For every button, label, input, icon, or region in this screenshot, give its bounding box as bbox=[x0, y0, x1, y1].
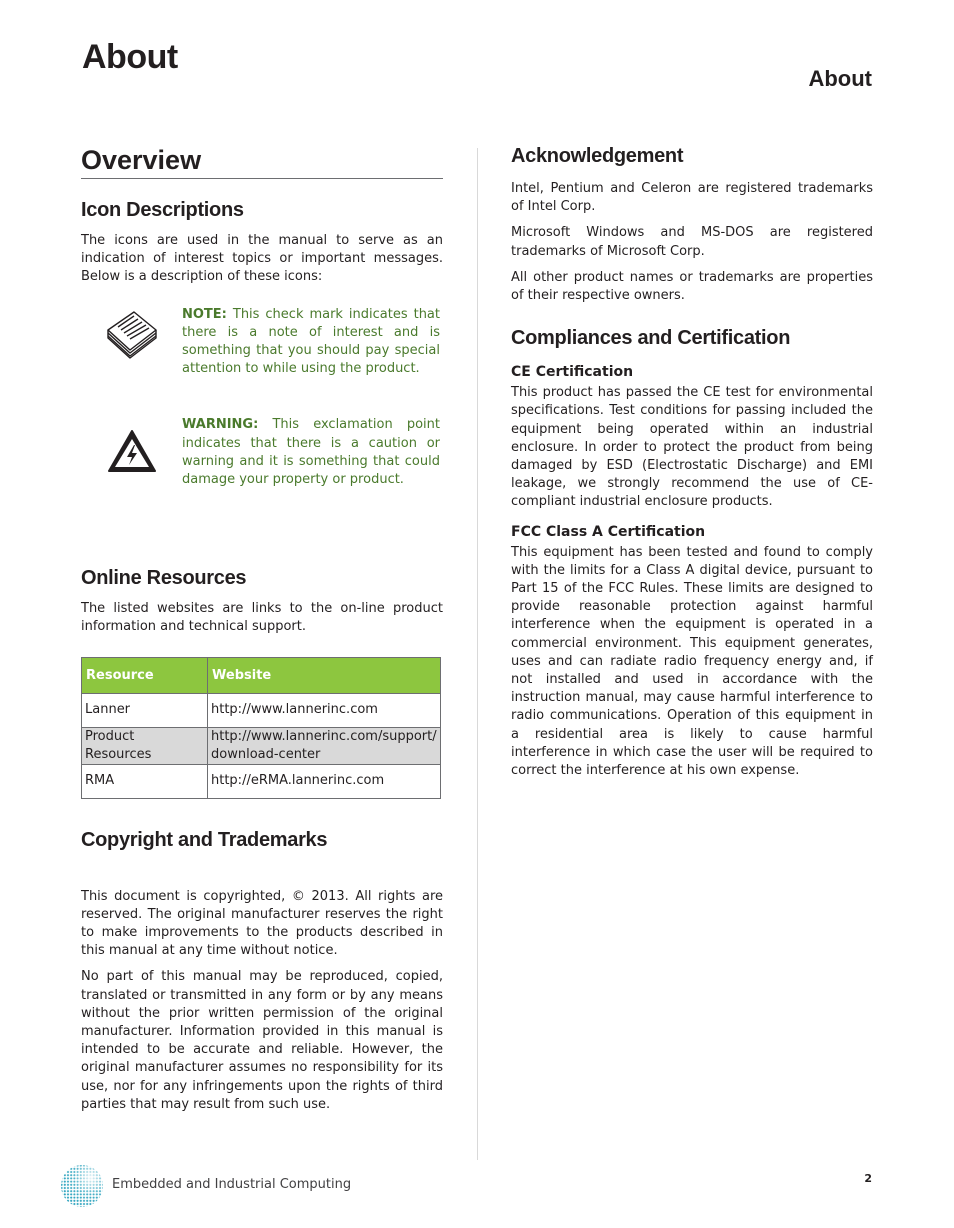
resources-table bbox=[81, 657, 441, 799]
table-header-resource: Resource bbox=[82, 657, 208, 693]
online-resources-heading: Online Resources bbox=[81, 567, 247, 590]
online-resources-intro: The listed websites are links to the on-line product information and technical support. bbox=[81, 601, 443, 635]
warning-icon bbox=[106, 428, 158, 474]
table-row bbox=[82, 693, 441, 727]
note-text: This check mark indicates that there is a note of interest and is something that you should pay special attention to while using the product. bbox=[182, 306, 440, 377]
website-link[interactable]: http://eRMA.lannerinc.com bbox=[208, 764, 441, 798]
lanner-globe-logo bbox=[60, 1164, 104, 1208]
page-number: 2 bbox=[864, 1172, 872, 1185]
ce-certification-heading: CE Certification bbox=[511, 364, 634, 381]
fcc-certification-heading: FCC Class A Certification bbox=[511, 523, 706, 540]
table-row bbox=[82, 727, 441, 764]
icon-descriptions-heading: Icon Descriptions bbox=[81, 199, 244, 221]
overview-heading: Overview bbox=[81, 145, 443, 179]
copyright-heading: Copyright and Trademarks bbox=[81, 828, 328, 851]
acknowledgement-paragraph-2: Microsoft Windows and MS-DOS are registered trademarks of Microsoft Corp. bbox=[511, 225, 873, 259]
note-icon bbox=[104, 308, 160, 360]
note-label: NOTE: bbox=[182, 306, 227, 322]
left-column bbox=[81, 145, 443, 1114]
resource-cell: Lanner bbox=[82, 693, 208, 727]
resource-cell: RMA bbox=[82, 764, 208, 798]
resource-cell: Product Resources bbox=[82, 727, 208, 764]
warning-label: WARNING: bbox=[182, 417, 259, 433]
copyright-paragraph-2: No part of this manual may be reproduced, copied, translated or transmitted in any form or by any means without the prior written permission of the original manufacturer. Information provided in this manual is intended to be accurate and reliable. However, the original manufacturer assumes no responsibility for its use, nor for any infringements upon the rights of third parties that may result from such use. bbox=[81, 969, 443, 1112]
footer-tagline: Embedded and Industrial Computing bbox=[112, 1177, 352, 1192]
running-head: About bbox=[808, 66, 872, 91]
warning-text: This exclamation point indicates that there is a caution or warning and it is something that could damage your property or product. bbox=[182, 417, 440, 488]
column-divider bbox=[477, 148, 478, 1160]
acknowledgement-heading: Acknowledgement bbox=[511, 145, 684, 167]
compliance-heading: Compliances and Certification bbox=[511, 327, 791, 350]
warning-block bbox=[81, 416, 443, 489]
website-link[interactable]: http://www.lannerinc.com/support/download-center bbox=[208, 727, 441, 764]
icon-descriptions-intro: The icons are used in the manual to serve as an indication of interest topics or important messages. Below is a description of these icons: bbox=[81, 233, 443, 285]
fcc-certification-text: This equipment has been tested and found to comply with the limits for a Class A digital device, pursuant to Part 15 of the FCC Rules. These limits are designed to provide reasonable protection against harmful interference when the equipment is operated in a commercial environment. This equipment generates, uses and can radiate radio frequency energy and, if not installed and used in accordance with the instruction manual, may cause harmful interference to radio communications. Operation of this equipment in a residential area is likely to cause harmful interference in which case the user will be required to correct the interference at his own expense. bbox=[511, 544, 873, 779]
note-block bbox=[81, 306, 443, 379]
right-column bbox=[511, 145, 873, 780]
ce-certification-text: This product has passed the CE test for environmental specifications. Test conditions for passing included the equipment being operated within an industrial enclosure. In order to protect the product from being damaged by ESD (Electrostatic Discharge) and EMI leakage, we strongly recommend the use of CE-compliant industrial enclosure products. bbox=[511, 385, 873, 510]
copyright-paragraph-1: This document is copyrighted, © 2013. All rights are reserved. The original manufacturer reserves the right to make improvements to the products described in this manual at any time without notice. bbox=[81, 888, 443, 959]
page-title: About bbox=[82, 38, 178, 76]
website-link[interactable]: http://www.lannerinc.com bbox=[208, 693, 441, 727]
table-row bbox=[82, 764, 441, 798]
acknowledgement-paragraph-3: All other product names or trademarks are properties of their respective owners. bbox=[511, 269, 873, 304]
acknowledgement-paragraph-1: Intel, Pentium and Celeron are registered trademarks of Intel Corp. bbox=[511, 181, 873, 215]
table-header-website: Website bbox=[208, 657, 441, 693]
